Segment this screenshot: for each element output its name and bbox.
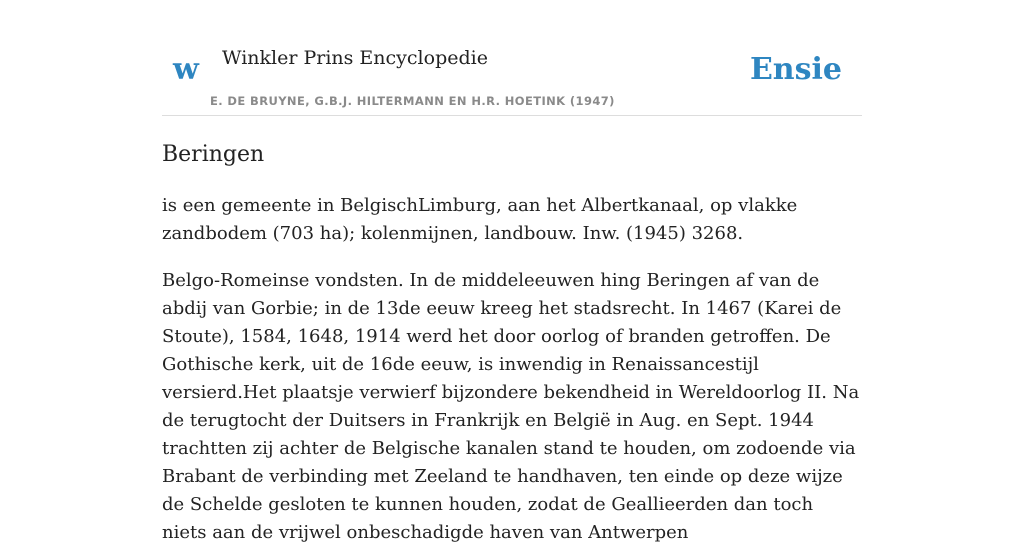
article-paragraph-2: Belgo-Romeinse vondsten. In de middeleeuwen hing Beringen af van de abdij van Gorbie; in de 13de eeuw kreeg het stadsrecht. In 1467 (Karei de Stoute), 1584, 1648, 1914 werd het door oorlog of branden getroffen. De Gothische kerk, uit de 16de eeuw, is inwendig in Renaissancestijl versierd.Het plaatsje verwierf bijzondere bekendheid in Wereldoorlog II. Na de terugtocht der Duitsers in Frankrijk en België in Aug. en Sept. 1944 trachtten zij achter de Belgische kanalen stand te houden, om zodoende via Brabant de verbinding met Zeeland te handhaven, ten einde op deze wijze de Schelde gesloten te kunnen houden, zodat de Geallieerden dan toch niets aan de vrijwel onbeschadigde haven van Antwerpen bbox=[162, 270, 860, 543]
article bbox=[162, 138, 862, 547]
article-title: Beringen bbox=[162, 142, 265, 167]
source-authors: E. DE BRUYNE, G.B.J. HILTERMANN EN H.R. HOETINK (1947) bbox=[210, 94, 615, 108]
ensie-brand-link[interactable]: Ensie bbox=[749, 52, 842, 87]
winkler-prins-logo-icon[interactable]: w bbox=[173, 52, 199, 87]
source-title[interactable]: Winkler Prins Encyclopedie bbox=[222, 47, 488, 69]
source-header bbox=[162, 30, 862, 116]
article-paragraph-1: is een gemeente in BelgischLimburg, aan het Albertkanaal, op vlakke zandbodem (703 ha); kolenmijnen, landbouw. Inw. (1945) 3268. bbox=[162, 195, 798, 244]
